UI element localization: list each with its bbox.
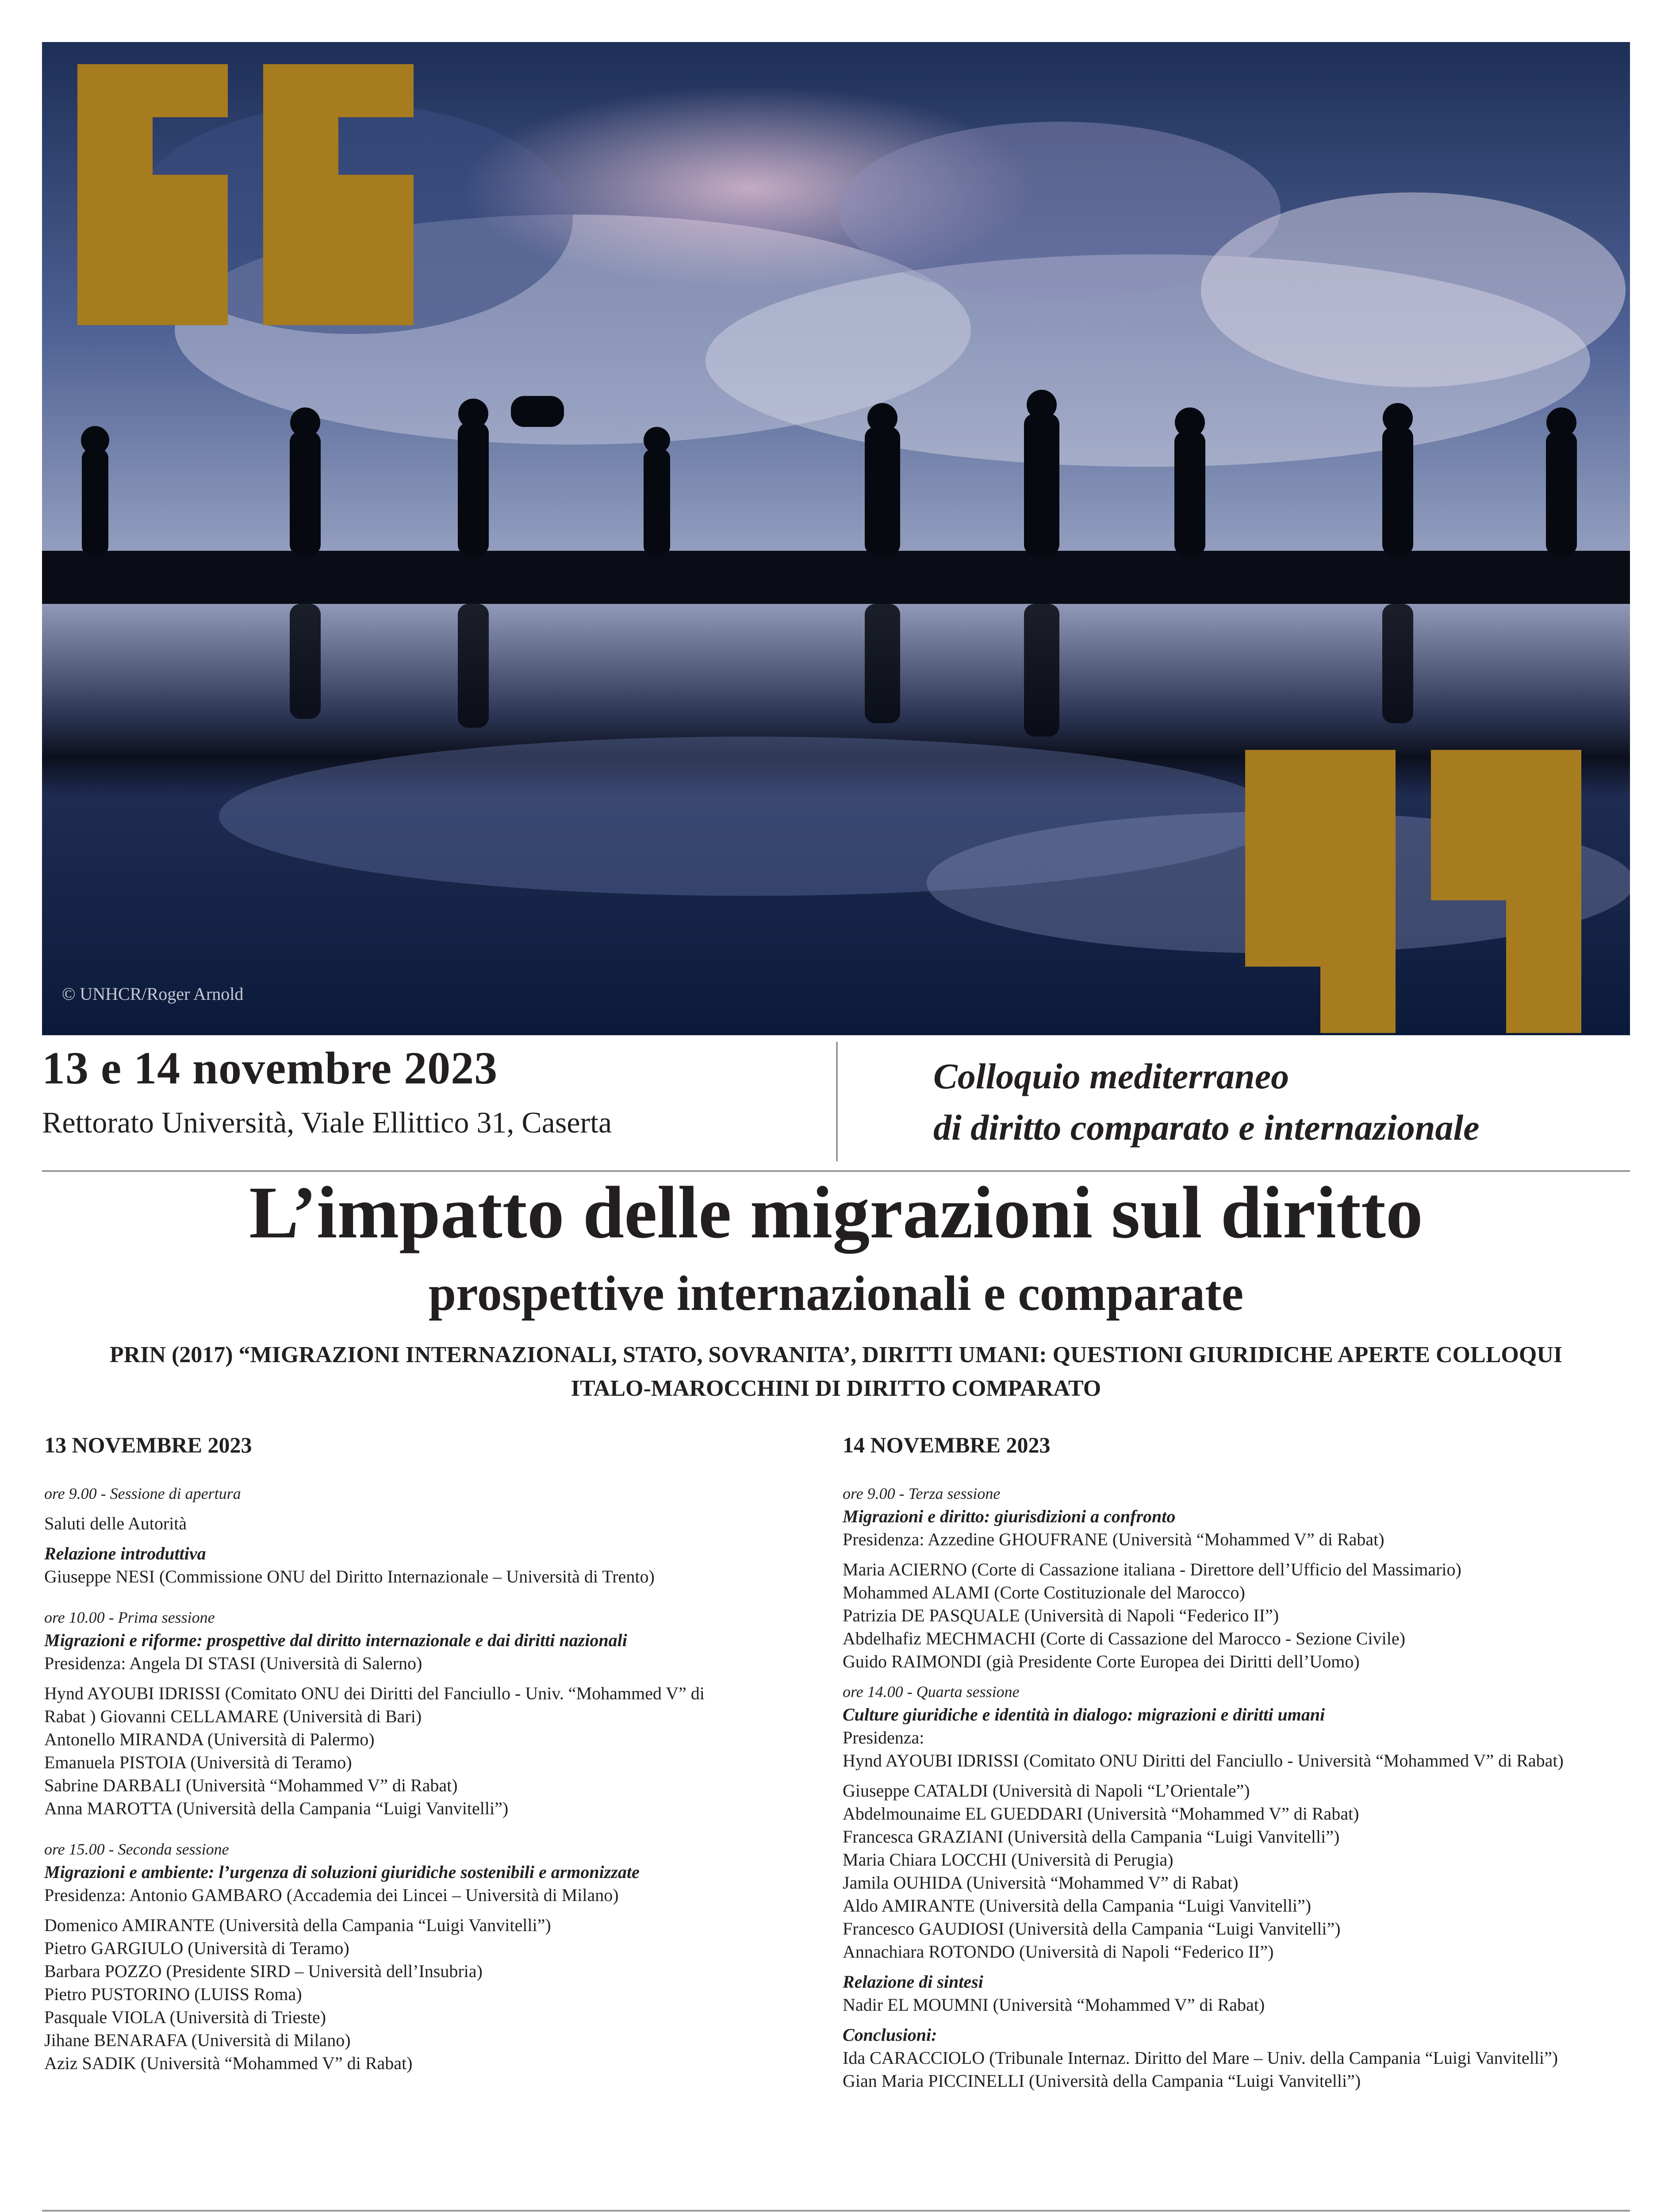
event-venue: Rettorato Università, Viale Ellittico 31, Caserta xyxy=(42,1106,612,1139)
conclusions-speaker: Ida CARACCIOLO (Tribunale Internaz. Diritto del Mare – Univ. della Campania “Luigi Vanvitelli”) xyxy=(843,2048,1558,2068)
session1-speaker: Anna MAROTTA (Università della Campania “Luigi Vanvitelli”) xyxy=(44,1798,509,1818)
session4-speaker: Francesca GRAZIANI (Università della Campania “Luigi Vanvitelli”) xyxy=(843,1827,1340,1847)
session4-speaker: Giuseppe CATALDI (Università di Napoli “L’Orientale”) xyxy=(843,1781,1250,1801)
session3-title: Migrazioni e diritto: giurisdizioni a confronto xyxy=(843,1506,1176,1526)
conclusions-speaker: Gian Maria PICCINELLI (Università della Campania “Luigi Vanvitelli”) xyxy=(843,2071,1361,2091)
synthesis-label: Relazione di sintesi xyxy=(843,1972,983,1992)
session1-speaker: Emanuela PISTOIA (Università di Teramo) xyxy=(44,1752,352,1772)
colloquio-line1: Colloquio mediterraneo xyxy=(933,1056,1289,1096)
session1-title: Migrazioni e riforme: prospettive dal diritto internazionale e dai diritti nazionali xyxy=(44,1630,627,1650)
session3-speaker: Patrizia DE PASQUALE (Università di Napoli “Federico II”) xyxy=(843,1605,1279,1625)
session1-chair: Presidenza: Angela DI STASI (Università di Salerno) xyxy=(44,1653,422,1673)
prin-line1: PRIN (2017) “MIGRAZIONI INTERNAZIONALI, STATO, SOVRANITA’, DIRITTI UMANI: QUESTIONI GIURIDICHE APERTE COLLOQUI xyxy=(109,1342,1563,1367)
hero-photo-svg xyxy=(42,42,1630,1035)
session2-speaker: Barbara POZZO (Presidente SIRD – Università dell’Insubria) xyxy=(44,1961,483,1981)
photo-credit: © UNHCR/Roger Arnold xyxy=(62,984,244,1004)
session1-speaker: Rabat ) Giovanni CELLAMARE (Università di Bari) xyxy=(44,1706,422,1726)
intro-label: Relazione introduttiva xyxy=(44,1544,206,1563)
session4-speaker: Abdelmounaime EL GUEDDARI (Università “Mohammed V” di Rabat) xyxy=(843,1804,1359,1824)
patronage-rule xyxy=(42,2210,1630,2212)
session2-time: ore 15.00 - Seconda sessione xyxy=(44,1840,229,1858)
session2-title: Migrazioni e ambiente: l’urgenza di soluzioni giuridiche sostenibili e armonizzate xyxy=(44,1862,640,1882)
session3-speaker: Maria ACIERNO (Corte di Cassazione italiana - Direttore dell’Ufficio del Massimario) xyxy=(843,1559,1461,1579)
colloquio-title xyxy=(933,1051,1630,1153)
session3-speaker: Mohammed ALAMI (Corte Costituzionale del Marocco) xyxy=(843,1582,1245,1602)
session4-speaker: Annachiara ROTONDO (Università di Napoli “Federico II”) xyxy=(843,1942,1274,1962)
session3-speaker: Guido RAIMONDI (già Presidente Corte Europea dei Diritti dell’Uomo) xyxy=(843,1651,1360,1671)
session2-speaker: Pietro GARGIULO (Università di Teramo) xyxy=(44,1938,349,1958)
prin-heading xyxy=(71,1338,1601,1406)
opening-time: ore 9.00 - Sessione di apertura xyxy=(44,1485,241,1502)
session4-time: ore 14.00 - Quarta sessione xyxy=(843,1683,1020,1701)
event-date: 13 e 14 novembre 2023 xyxy=(42,1043,498,1094)
session4-chair: Presidenza: xyxy=(843,1728,924,1747)
session1-speaker: Antonello MIRANDA (Università di Palermo) xyxy=(44,1729,375,1749)
session2-speaker: Jihane BENARAFA (Università di Milano) xyxy=(44,2030,351,2050)
program-day2 xyxy=(843,1433,1630,2093)
session3-chair: Presidenza: Azzedine GHOUFRANE (Università “Mohammed V” di Rabat) xyxy=(843,1529,1384,1549)
session2-speaker: Aziz SADIK (Università “Mohammed V” di Rabat) xyxy=(44,2053,413,2073)
session1-time: ore 10.00 - Prima sessione xyxy=(44,1609,215,1626)
program-day1 xyxy=(44,1433,805,2075)
opening-greeting: Saluti delle Autorità xyxy=(44,1513,187,1533)
header-divider xyxy=(836,1042,838,1161)
session3-speaker: Abdelhafiz MECHMACHI (Corte di Cassazione del Marocco - Sezione Civile) xyxy=(843,1628,1405,1648)
intro-speaker: Giuseppe NESI (Commissione ONU del Diritto Internazionale – Università di Trento) xyxy=(44,1567,655,1586)
session4-speaker: Jamila OUHIDA (Università “Mohammed V” di Rabat) xyxy=(843,1873,1239,1893)
session1-speaker: Sabrine DARBALI (Università “Mohammed V” di Rabat) xyxy=(44,1775,458,1795)
day1-heading: 13 NOVEMBRE 2023 xyxy=(44,1432,252,1457)
conclusions-label: Conclusioni: xyxy=(843,2025,937,2045)
day2-heading: 14 NOVEMBRE 2023 xyxy=(843,1432,1051,1457)
session2-speaker: Pietro PUSTORINO (LUISS Roma) xyxy=(44,1984,302,2004)
colloquio-line2: di diritto comparato e internazionale xyxy=(933,1107,1480,1148)
session4-speaker: Maria Chiara LOCCHI (Università di Perugia) xyxy=(843,1850,1173,1870)
session2-chair: Presidenza: Antonio GAMBARO (Accademia dei Lincei – Università di Milano) xyxy=(44,1885,619,1905)
page-subtitle: prospettive internazionali e comparate xyxy=(428,1266,1244,1321)
hero-photo xyxy=(42,42,1630,1035)
session1-speaker: Hynd AYOUBI IDRISSI (Comitato ONU dei Diritti del Fanciullo - Univ. “Mohammed V” di xyxy=(44,1683,705,1703)
session3-time: ore 9.00 - Terza sessione xyxy=(843,1485,1001,1502)
session4-chair-name: Hynd AYOUBI IDRISSI (Comitato ONU Diritti del Fanciullo - Università “Mohammed V” di Rabat) xyxy=(843,1751,1564,1770)
session2-speaker: Domenico AMIRANTE (Università della Campania “Luigi Vanvitelli”) xyxy=(44,1915,551,1935)
session4-speaker: Francesco GAUDIOSI (Università della Campania “Luigi Vanvitelli”) xyxy=(843,1919,1341,1939)
prin-line2: ITALO-MAROCCHINI DI DIRITTO COMPARATO xyxy=(571,1376,1101,1401)
session4-speaker: Aldo AMIRANTE (Università della Campania “Luigi Vanvitelli”) xyxy=(843,1896,1312,1916)
session4-title: Culture giuridiche e identità in dialogo: migrazioni e diritti umani xyxy=(843,1705,1325,1724)
page-title: L’impatto delle migrazioni sul diritto xyxy=(249,1171,1423,1254)
session2-speaker: Pasquale VIOLA (Università di Trieste) xyxy=(44,2007,326,2027)
synthesis-speaker: Nadir EL MOUMNI (Università “Mohammed V” di Rabat) xyxy=(843,1995,1265,2015)
